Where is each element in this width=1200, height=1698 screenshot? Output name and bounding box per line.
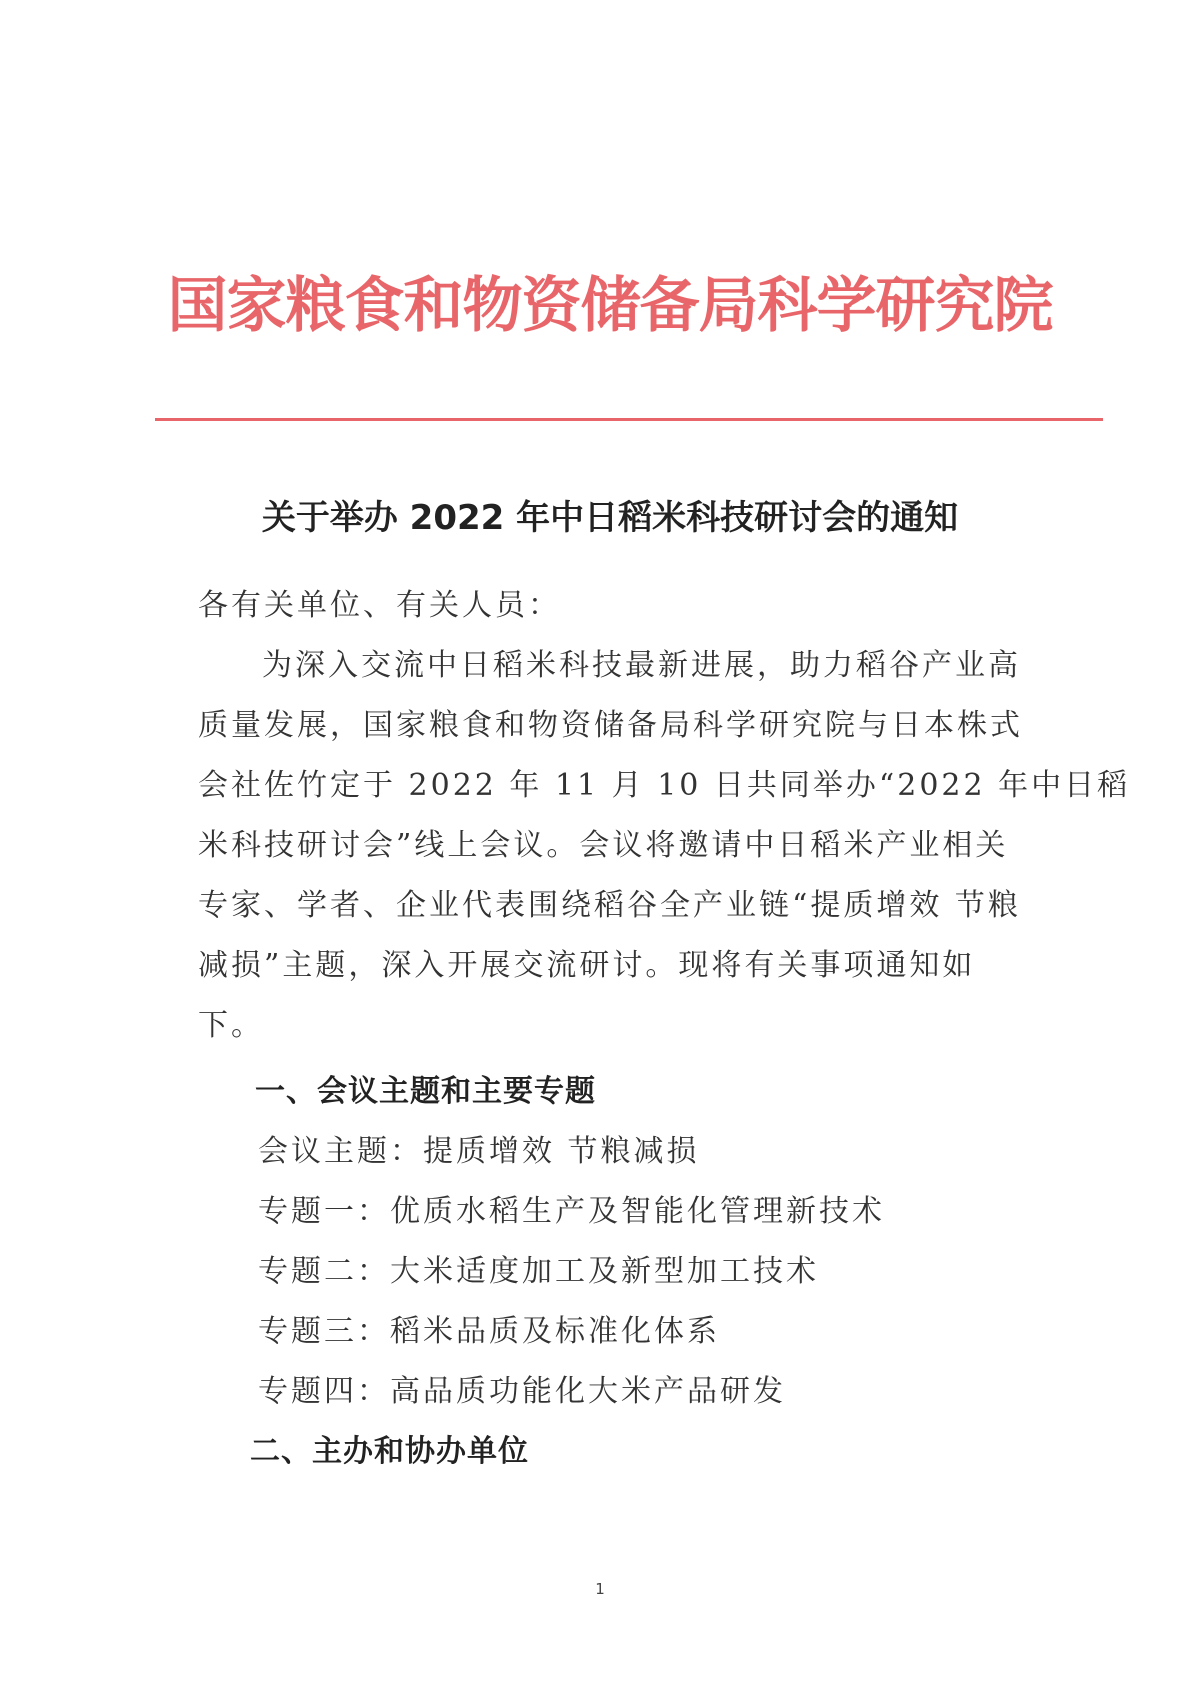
letterhead-red-rule (155, 418, 1103, 421)
paragraph-line: 会社佐竹定于 2022 年 11 月 10 日共同举办“2022 年中日稻 (198, 768, 1131, 803)
section-heading-2: 二、主办和协办单位 (250, 1434, 529, 1469)
section-1-item-topic-3: 专题三：稻米品质及标准化体系 (258, 1314, 720, 1349)
paragraph-line: 下。 (198, 1008, 264, 1043)
paragraph-line: 米科技研讨会”线上会议。会议将邀请中日稻米产业相关 (198, 828, 1009, 863)
letterhead-institution-name: 国家粮食和物资储备局科学研究院 (167, 271, 1053, 341)
section-1-item-topic-4: 专题四：高品质功能化大米产品研发 (258, 1374, 786, 1409)
paragraph-line: 减损”主题，深入开展交流研讨。现将有关事项通知如 (198, 948, 976, 983)
page-number: 1 (595, 1580, 605, 1598)
section-1-item-theme: 会议主题：提质增效 节粮减损 (258, 1134, 700, 1169)
section-1-item-topic-1: 专题一：优质水稻生产及智能化管理新技术 (258, 1194, 885, 1229)
document-title: 关于举办 2022 年中日稻米科技研讨会的通知 (261, 498, 959, 538)
section-1-item-topic-2: 专题二：大米适度加工及新型加工技术 (258, 1254, 819, 1289)
paragraph-line: 为深入交流中日稻米科技最新进展，助力稻谷产业高 (262, 648, 1021, 683)
paragraph-line: 质量发展，国家粮食和物资储备局科学研究院与日本株式 (198, 708, 1023, 743)
paragraph-line: 专家、学者、企业代表围绕稻谷全产业链“提质增效 节粮 (198, 888, 1021, 923)
section-heading-1: 一、会议主题和主要专题 (255, 1074, 596, 1109)
salutation: 各有关单位、有关人员： (198, 588, 561, 623)
